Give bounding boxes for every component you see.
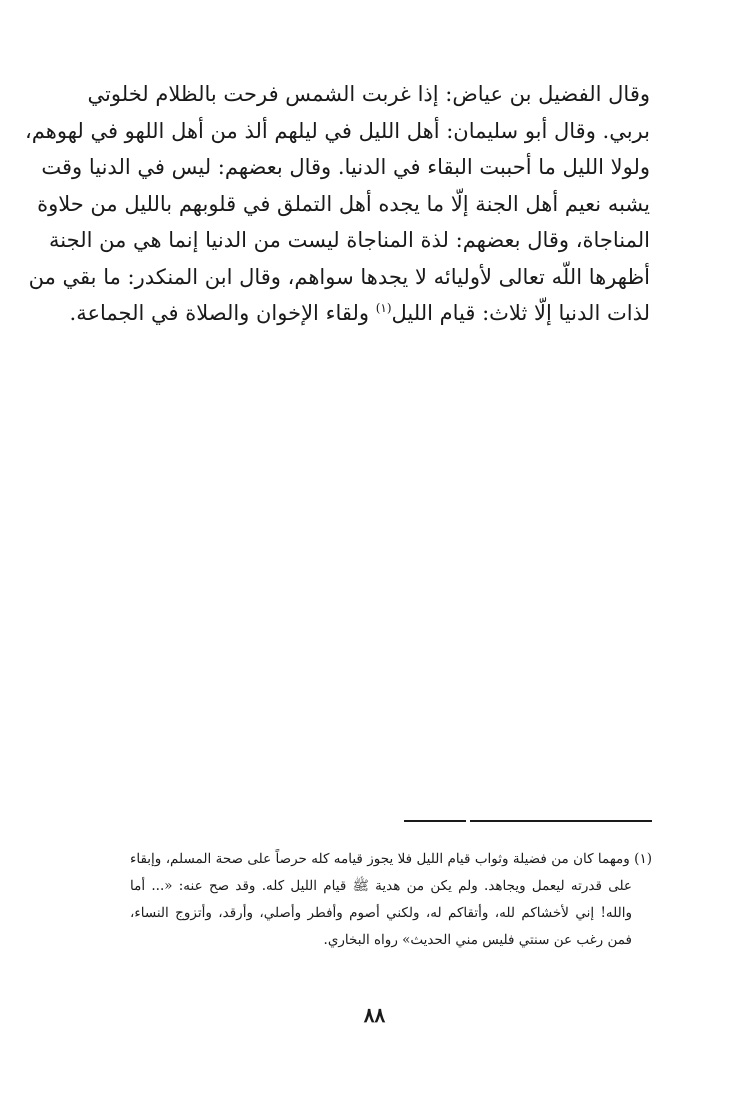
text-line: يشبه نعيم أهل الجنة إلّا ما يجده أهل التملق في قلوبهم بالليل من حلاوة [37, 191, 650, 216]
footnote-line: على قدرته ليعمل ويجاهد. ولم يكن من هدية ﷺ قيام الليل كله. وقد صح عنه: «... أما [130, 878, 632, 894]
footnote-line: فمن رغب عن سنتي فليس مني الحديث» رواه البخاري. [323, 932, 632, 948]
separator-rule-short [404, 820, 466, 822]
text-line-last [69, 295, 650, 332]
text-line: أظهرها اللّه تعالى لأوليائه لا يجدها سواهم، وقال ابن المنكدر: ما بقي من [28, 264, 650, 289]
footnote-separator [404, 819, 652, 823]
main-text [25, 76, 650, 332]
footnote-reference[interactable]: (١) [375, 301, 392, 315]
text-segment: ولقاء الإخوان والصلاة في الجماعة. [69, 301, 376, 325]
text-line: ولولا الليل ما أحببت البقاء في الدنيا. وقال بعضهم: ليس في الدنيا وقت [41, 155, 650, 179]
footnote-line: والله! إني لأخشاكم لله، وأتقاكم له، ولكني أصوم وأفطر وأصلي، وأرقد، وأتزوج النساء، [130, 905, 632, 921]
footnote [130, 846, 652, 954]
separator-rule-long [470, 820, 652, 822]
text-segment: لذات الدنيا إلّا ثلاث: قيام الليل [391, 301, 650, 325]
text-line: المناجاة، وقال بعضهم: لذة المناجاة ليست من الدنيا إنما هي من الجنة [49, 228, 650, 252]
footnote-line: (١) ومهما كان من فضيلة وثواب قيام الليل فلا يجوز قيامه كله حرصاً على صحة المسلم، وإبقاء [130, 851, 652, 867]
page-number: ٨٨ [363, 1003, 386, 1027]
text-line: بربي. وقال أبو سليمان: أهل الليل في ليلهم ألذ من أهل اللهو في لهوهم، [25, 118, 650, 143]
text-line: وقال الفضيل بن عياض: إذا غربت الشمس فرحت بالظلام لخلوتي [87, 82, 650, 106]
